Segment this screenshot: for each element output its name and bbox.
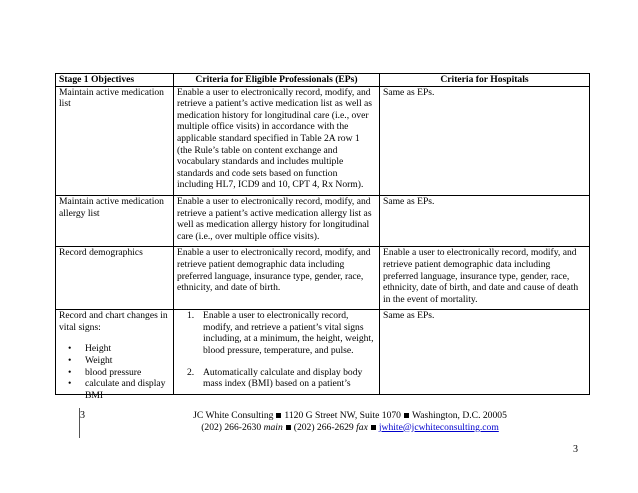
table-row	[56, 310, 590, 395]
email-link[interactable]: jwhite@jcwhiteconsulting.com	[378, 421, 499, 433]
vital-signs-list	[59, 343, 170, 401]
bullet-icon: •	[68, 355, 72, 367]
square-bullet-icon	[404, 413, 409, 418]
table-header-row	[56, 74, 590, 87]
footer-divider	[79, 408, 80, 438]
hospitals-cell: Enable a user to electronically record, modify, and retrieve patient demographic data including preferred language, insurance type, gender, race, ethnicity, date of birth, and date and cause of death in the event of mortality.	[380, 247, 590, 310]
bullet-icon: •	[68, 378, 72, 390]
hospitals-cell: Same as EPs.	[380, 195, 590, 246]
square-bullet-icon	[371, 425, 376, 430]
hospitals-cell: Same as EPs.	[380, 310, 590, 395]
eps-cell: Enable a user to electronically record, modify, and retrieve patient demographic data including preferred language, insurance type, gender, race, ethnicity, and date of birth.	[174, 247, 380, 310]
bullet-icon: •	[68, 366, 72, 378]
eps-cell: Enable a user to electronically record, modify, and retrieve a patient’s active medication list as well as medication history for longitudinal care (i.e., over multiple office visits) in accordance with the applicable standard specified in Table 2A row 1 (the Rule’s table on content exchange and vocabulary standards and includes multiple standards and code sets based on function including HL7, ICD9 and 10, CPT 4, Rx Norm).	[174, 86, 380, 195]
objective-cell: Maintain active medication list	[56, 86, 174, 195]
objective-cell: Record demographics	[56, 247, 174, 310]
objective-cell: Maintain active medication allergy list	[56, 195, 174, 246]
table-row	[56, 247, 590, 310]
list-item: 1. Enable a user to electronically record, modify, and retrieve a patient’s vital signs including, at a minimum, the height, weight, blood pressure, temperature, and pulse.	[187, 310, 374, 357]
footer-phone-line: (202) 266-2630 main (202) 266-2629 fax jwhite@jcwhiteconsulting.com	[201, 421, 499, 433]
hospitals-cell: Same as EPs.	[380, 86, 590, 195]
table-row	[56, 195, 590, 246]
square-bullet-icon	[276, 413, 281, 418]
list-item: • blood pressure	[68, 366, 142, 378]
header-hospitals: Criteria for Hospitals	[380, 74, 590, 87]
footer-address-line: JC White Consulting 1120 G Street NW, Suite 1070 Washington, D.C. 20005	[193, 410, 507, 421]
objective-text: Record and chart changes in vital signs:	[59, 310, 168, 333]
eps-numbered-list	[177, 310, 376, 390]
list-item: • Weight	[68, 355, 113, 367]
criteria-table	[55, 73, 590, 401]
table-row	[56, 86, 590, 195]
objective-cell	[56, 310, 174, 401]
list-item: • calculate and display BMI	[68, 378, 166, 401]
page-number: 3	[573, 444, 578, 455]
eps-cell	[174, 310, 380, 395]
bullet-icon: •	[68, 343, 72, 355]
footer-contact	[150, 410, 550, 433]
list-item: 2. Automatically calculate and display body mass index (BMI) based on a patient’s	[187, 366, 363, 390]
square-bullet-icon	[286, 425, 291, 430]
header-eps: Criteria for Eligible Professionals (EPs)	[174, 74, 380, 87]
eps-cell: Enable a user to electronically record, modify, and retrieve a patient’s active medication allergy list as well as medication allergy history for longitudinal care (i.e., over multiple office visits).	[174, 195, 380, 246]
header-objectives: Stage 1 Objectives	[56, 74, 174, 87]
footer-page-number: 3	[80, 410, 85, 421]
list-item: • Height	[68, 343, 112, 355]
